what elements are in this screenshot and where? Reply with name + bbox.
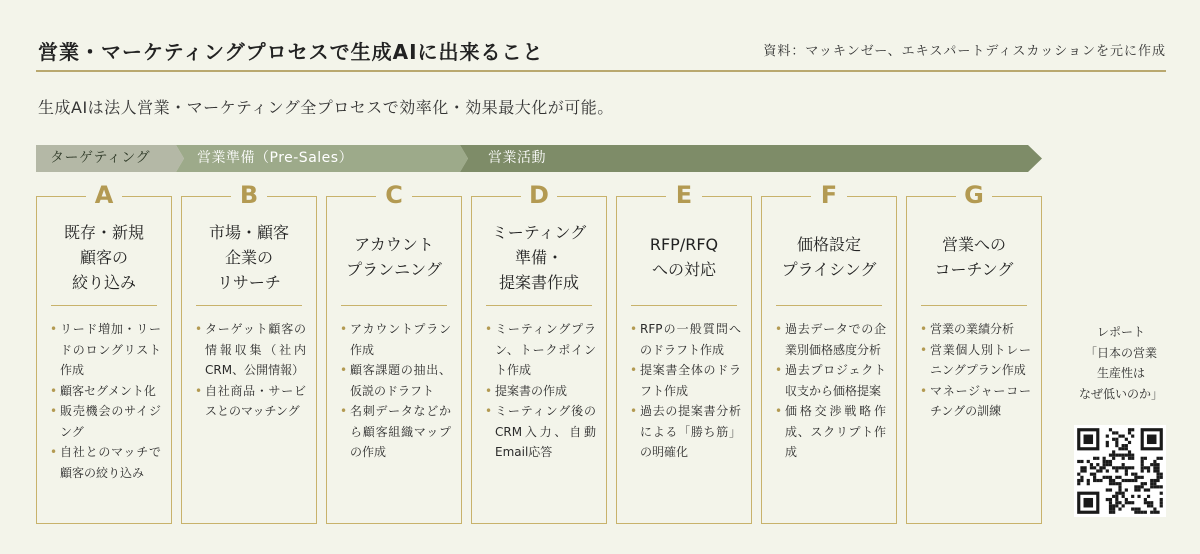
card-divider	[776, 305, 882, 306]
card-item: • マネージャーコーチングの訓練	[921, 381, 1031, 422]
process-card-e	[616, 181, 752, 524]
phase-bar	[36, 145, 1046, 176]
card-item-list	[631, 319, 741, 463]
process-card-b	[181, 181, 317, 524]
card-letter: E	[666, 182, 702, 208]
process-card-g	[906, 181, 1042, 524]
card-divider	[921, 305, 1027, 306]
card-divider	[486, 305, 592, 306]
subtitle: 生成AIは法人営業・マーケティング全プロセスで効率化・効果最大化が可能。	[38, 98, 614, 117]
card-letter: B	[231, 182, 267, 208]
card-item: • ミーティングプラン、トークポイント作成	[486, 319, 596, 381]
card-title: RFP/RFQ への対応	[649, 235, 719, 279]
card-divider	[51, 305, 157, 306]
card-letter: F	[811, 182, 847, 208]
card-item: • 過去データでの企業別価格感度分析	[776, 319, 886, 360]
card-title: ミーティング 準備・ 提案書作成	[491, 222, 587, 292]
header-divider	[36, 70, 1166, 72]
report-caption: レポート 「日本の営業 生産性は なぜ低いのか」	[1078, 325, 1163, 401]
page-title: 営業・マーケティングプロセスで生成AIに出来ること	[38, 40, 544, 64]
card-item-list	[486, 319, 596, 463]
card-item: • 顧客セグメント化	[51, 381, 161, 402]
card-item: • 顧客課題の抽出、仮説のドラフト	[341, 360, 451, 401]
card-item: • ミーティング後のCRM入力、自動Email応答	[486, 401, 596, 463]
card-item: • リード増加・リードのロングリスト作成	[51, 319, 161, 381]
card-item: • 営業個人別トレーニングプラン作成	[921, 340, 1031, 381]
process-card-d	[471, 181, 607, 524]
phase-arrow-sales	[460, 145, 1042, 172]
card-title: 営業への コーチング	[934, 235, 1014, 279]
card-item: • ターゲット顧客の情報収集（社内CRM、公開情報）	[196, 319, 306, 381]
phase-label-presales: 営業準備（Pre-Sales）	[197, 150, 354, 166]
card-title: アカウント プランニング	[346, 235, 442, 279]
process-card-a	[36, 181, 172, 524]
phase-label-sales: 営業活動	[488, 150, 546, 166]
card-title: 市場・顧客 企業の リサーチ	[208, 222, 289, 292]
phase-label-targeting: ターゲティング	[50, 150, 151, 166]
card-item-list	[921, 319, 1031, 422]
card-letter: D	[521, 182, 557, 208]
source-note: 資料：マッキンゼー、エキスパートディスカッションを元に作成	[763, 44, 1166, 59]
card-letter: C	[376, 182, 412, 208]
card-item: • 提案書全体のドラフト作成	[631, 360, 741, 401]
card-divider	[341, 305, 447, 306]
card-letter: G	[956, 182, 992, 208]
card-item-list	[51, 319, 161, 483]
card-divider	[631, 305, 737, 306]
process-card-f	[761, 181, 897, 524]
card-title: 既存・新規 顧客の 絞り込み	[63, 222, 144, 292]
card-item: • 価格交渉戦略作成、スクリプト作成	[776, 401, 886, 463]
card-item: • 過去の提案書分析による「勝ち筋」の明確化	[631, 401, 741, 463]
card-title: 価格設定 プライシング	[781, 235, 877, 279]
card-item: • RFPの一般質問へのドラフト作成	[631, 319, 741, 360]
card-item: • 販売機会のサイジング	[51, 401, 161, 442]
card-letter: A	[86, 182, 122, 208]
card-item: • 過去プロジェクト収支から価格提案	[776, 360, 886, 401]
card-item: • 提案書の作成	[486, 381, 596, 402]
card-item: • 自社とのマッチで顧客の絞り込み	[51, 442, 161, 483]
card-item: • 名刺データなどから顧客組織マップの作成	[341, 401, 451, 463]
card-item-list	[341, 319, 451, 463]
card-item: • 自社商品・サービスとのマッチング	[196, 381, 306, 422]
card-item-list	[776, 319, 886, 463]
card-item: • アカウントプラン作成	[341, 319, 451, 360]
process-card-c	[326, 181, 462, 524]
card-divider	[196, 305, 302, 306]
card-item: • 営業の業績分析	[921, 319, 1031, 340]
qr-code-icon[interactable]	[1074, 425, 1166, 517]
card-item-list	[196, 319, 306, 422]
